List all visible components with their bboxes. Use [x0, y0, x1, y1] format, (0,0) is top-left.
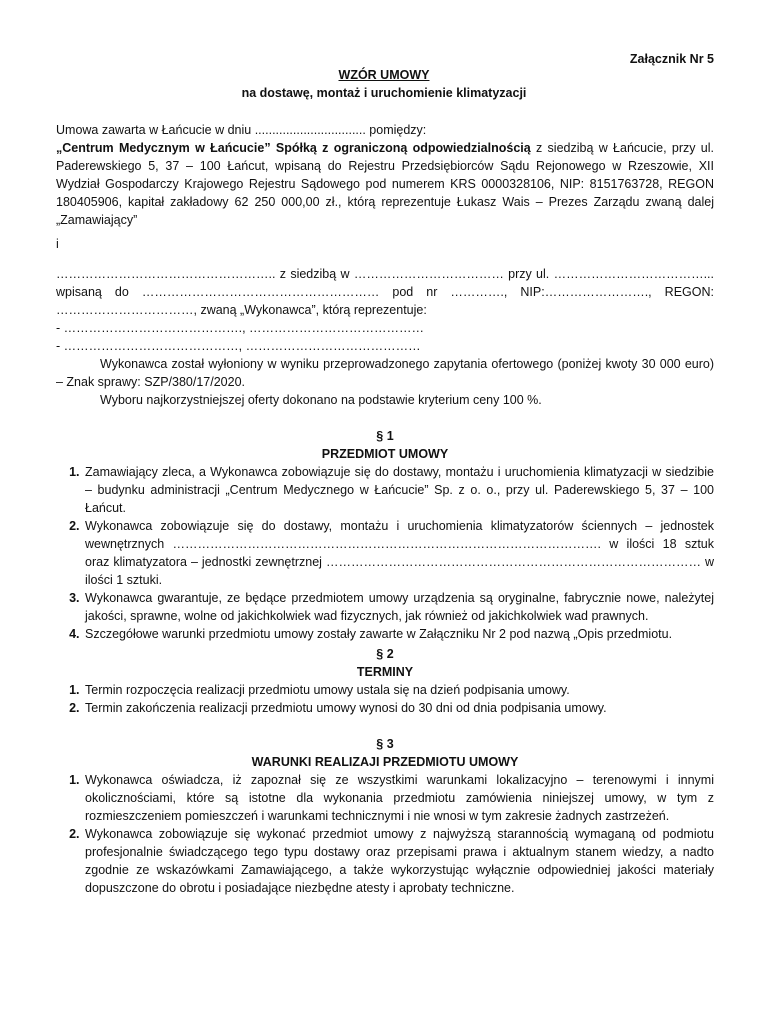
- section-3-title: WARUNKI REALIZAJI PRZEDMIOTU UMOWY: [251, 755, 519, 769]
- representative-line-1: - ……………………………………., ……………………………………: [56, 321, 425, 335]
- party-one-paragraph: [56, 139, 714, 229]
- list-item: 3. Wykonawca gwarantuje, ze będące przedmiotem umowy urządzenia są oryginalne, fabrycznie nowe, należytej jakości, sprawne, wolne od jakichkolwiek wad fizycznych, jak również od jakichkolwiek wad prawnych.: [83, 589, 714, 625]
- section-1-number: § 1: [376, 429, 394, 443]
- section-2-number: § 2: [376, 647, 394, 661]
- party-one-details: z siedzibą w Łańcucie, przy ul. Paderewskiego 5, 37 – 100 Łańcut, wpisaną do Rejestru Przedsiębiorców Sądu Rejonowego w Rzeszowie, XII Wydział Gospodarczy Krajowego Rejestru Sądowego pod numerem KRS 0000328106, NIP: 8151763728, REGON 180405906, kapitał zakładowy 62 250 000,00 zł., którą reprezentuje Łukasz Wais – Prezes Zarządu zwaną dalej „Zamawiający”: [56, 141, 714, 227]
- list-item: 1. Wykonawca oświadcza, iż zapoznał się ze wszystkimi warunkami lokalizacyjno – terenowymi i innymi okolicznościami, które są istotne dla wykonania przedmiotu zamówienia niniejszej umowy, w tym z rozmieszczeniem pomieszczeń i warunkami technicznymi i nie wnosi w tym zakresie żadnych zastrzeżeń.: [83, 771, 714, 825]
- list-item: 2. Wykonawca zobowiązuje się do dostawy, montażu i uruchomienia klimatyzatorów ściennych – jednostek wewnętrznych …………………………………………………………………………………………. w ilości 18 sztuk oraz klimatyzatora – jednostki zewnętrznej ……………………………………………………………………………… w ilości 1 sztuki.: [83, 517, 714, 589]
- document-subtitle: na dostawę, montaż i uruchomienie klimatyzacji: [241, 86, 527, 100]
- section-3-list: [56, 771, 714, 897]
- annex-label: Załącznik Nr 5: [629, 52, 714, 66]
- representative-line-2: - ……………………………………, ……………………………………: [56, 339, 421, 353]
- conjunction: i: [56, 237, 59, 251]
- list-item: 1. Zamawiający zleca, a Wykonawca zobowiązuje się do dostawy, montażu i uruchomienia klimatyzacji w siedzibie – budynku administracji „Centrum Medycznego w Łańcucie” Sp. z o. o., przy ul. Paderewskiego 5, 37 – 100 Łańcut.: [83, 463, 714, 517]
- section-2-list: [56, 681, 714, 717]
- party-one-name: „Centrum Medycznym w Łańcucie” Spółką z ograniczoną odpowiedzialnością: [56, 141, 531, 155]
- intro-line: Umowa zawarta w Łańcucie w dniu ................................ pomiędzy:: [56, 123, 427, 137]
- section-1-title: PRZEDMIOT UMOWY: [321, 447, 449, 461]
- document-body: [56, 121, 714, 897]
- list-item: 2. Wykonawca zobowiązuje się wykonać przedmiot umowy z najwyższą starannością wymaganą od podmiotu profesjonalnie świadczącego tego typu dostawy oraz przepisami prawa i aktualnym stanem wiedzy, a nadto zgodnie ze wskazówkami Zamawiającego, a także wykorzystując wyłącznie odpowiedniej jakości materiały dopuszczone do obrotu i posiadające niezbędne atesty i aprobaty techniczne.: [83, 825, 714, 897]
- criterion-paragraph: Wyboru najkorzystniejszej oferty dokonano na podstawie kryterium ceny 100 %.: [100, 393, 542, 407]
- section-3-number: § 3: [376, 737, 394, 751]
- section-2-title: TERMINY: [356, 665, 414, 679]
- list-item: 1. Termin rozpoczęcia realizacji przedmiotu umowy ustala się na dzień podpisania umowy.: [83, 681, 714, 699]
- document-title: WZÓR UMOWY: [338, 68, 430, 82]
- party-two-paragraph: …………………………………………….. z siedzibą w ……………………………… przy ul. ………………………………... wpisaną do ………………………………………………… pod nr …………., NIP:……………………., REGON: ……………………………, zwaną „Wykonawca”, którą reprezentuje:: [56, 267, 714, 317]
- list-item: 2. Termin zakończenia realizacji przedmiotu umowy wynosi do 30 dni od dnia podpisania umowy.: [83, 699, 714, 717]
- list-item: 4. Szczegółowe warunki przedmiotu umowy zostały zawarte w Załączniku Nr 2 pod nazwą „Opis przedmiotu.: [83, 625, 714, 643]
- section-1-list: [56, 463, 714, 643]
- selection-paragraph: Wykonawca został wyłoniony w wyniku przeprowadzonego zapytania ofertowego (poniżej kwoty 30 000 euro) – Znak sprawy: SZP/380/17/2020.: [56, 357, 714, 389]
